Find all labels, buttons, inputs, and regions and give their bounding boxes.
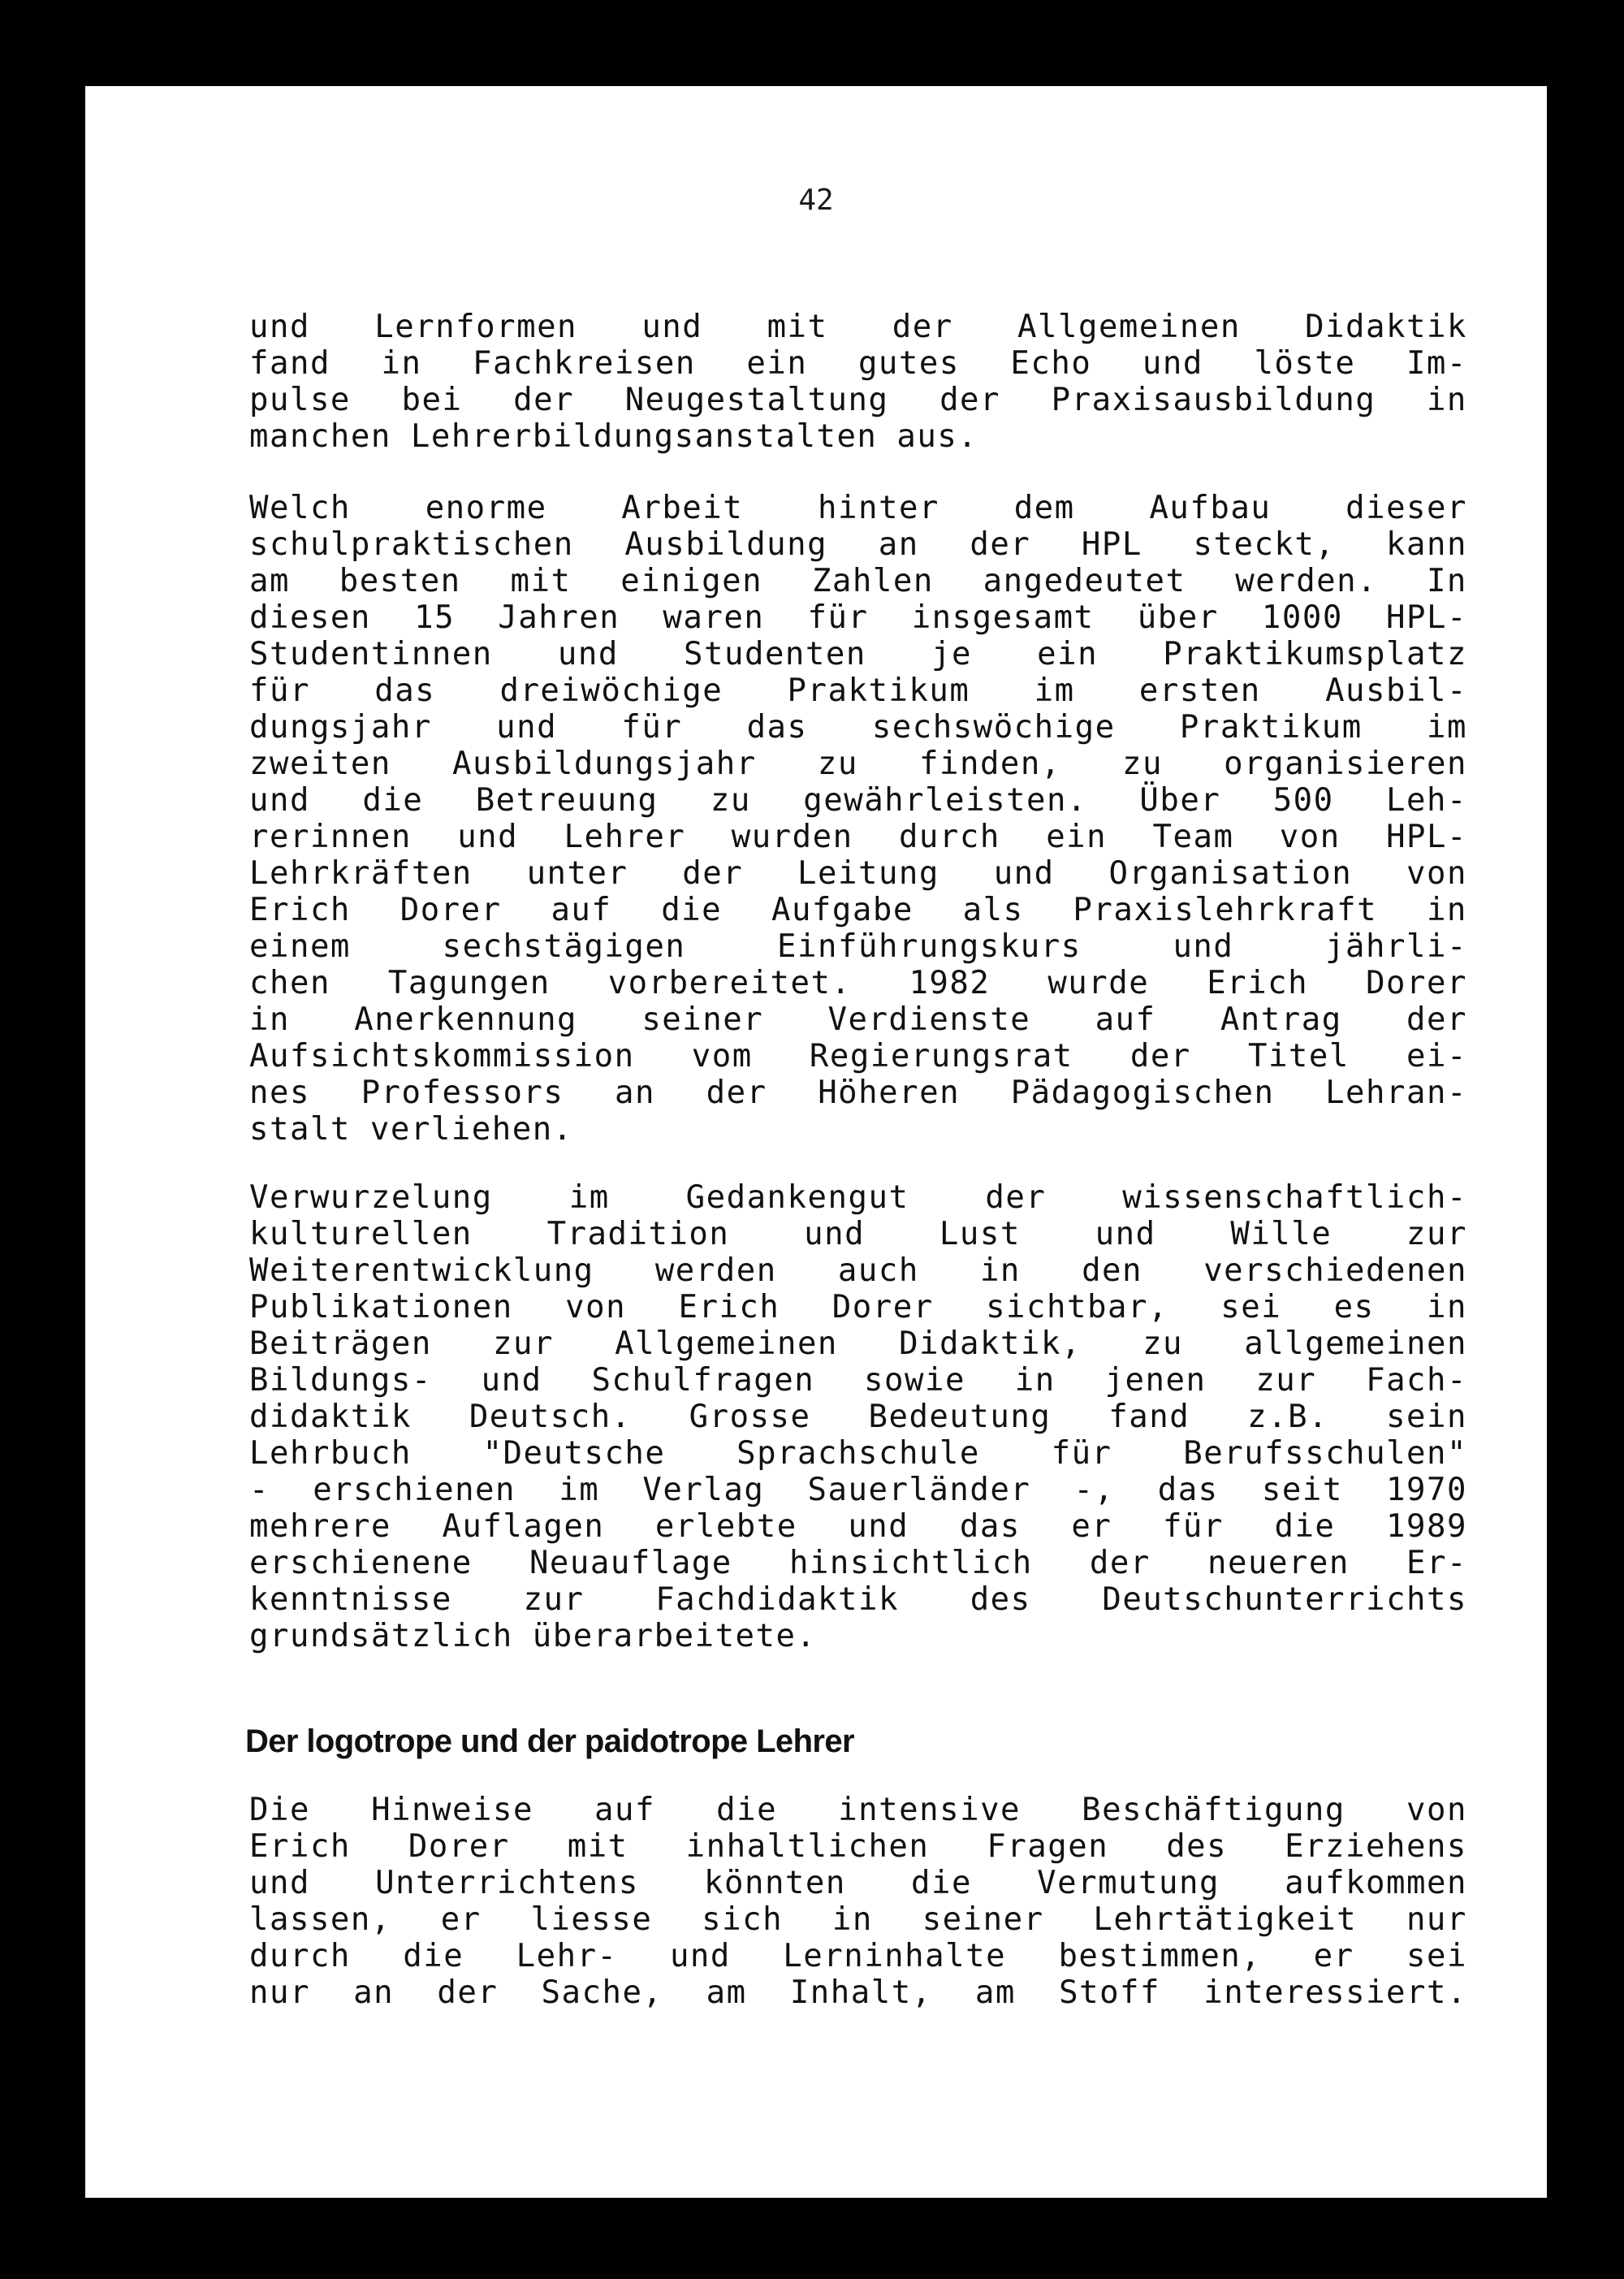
text-line: grundsätzlich überarbeitete. <box>249 1618 817 1654</box>
page-number: 42 <box>798 184 834 217</box>
document-page <box>85 86 1547 2198</box>
text-line: nur an der Sache, am Inhalt, am Stoff interessiert. <box>249 1974 1467 2011</box>
text-line: Weiterentwicklung werden auch in den verschiedenen <box>249 1252 1467 1289</box>
text-line: stalt verliehen. <box>249 1111 573 1148</box>
paragraph-4 <box>249 1792 1467 2011</box>
text-line: lassen, er liesse sich in seiner Lehrtätigkeit nur <box>249 1901 1467 1938</box>
text-line: - erschienen im Verlag Sauerländer -, das seit 1970 <box>249 1472 1467 1508</box>
text-line: rerinnen und Lehrer wurden durch ein Team von HPL- <box>249 819 1467 855</box>
text-line: Welch enorme Arbeit hinter dem Aufbau dieser <box>249 490 1467 526</box>
text-line: für das dreiwöchige Praktikum im ersten Ausbil- <box>249 672 1467 709</box>
text-line: Aufsichtskommission vom Regierungsrat der Titel ei- <box>249 1038 1467 1075</box>
text-line: pulse bei der Neugestaltung der Praxisausbildung in <box>249 382 1467 418</box>
text-line: diesen 15 Jahren waren für insgesamt über 1000 HPL- <box>249 599 1467 636</box>
text-line: Publikationen von Erich Dorer sichtbar, sei es in <box>249 1289 1467 1325</box>
text-line: durch die Lehr- und Lerninhalte bestimmen, er sei <box>249 1938 1467 1974</box>
text-line: fand in Fachkreisen ein gutes Echo und löste Im- <box>249 345 1467 382</box>
text-line: Die Hinweise auf die intensive Beschäftigung von <box>249 1792 1467 1828</box>
text-line: schulpraktischen Ausbildung an der HPL steckt, kann <box>249 526 1467 563</box>
text-line: zweiten Ausbildungsjahr zu finden, zu organisieren <box>249 746 1467 782</box>
text-line: und Unterrichtens könnten die Vermutung aufkommen <box>249 1865 1467 1901</box>
text-line: Erich Dorer mit inhaltlichen Fragen des Erziehens <box>249 1828 1467 1865</box>
text-line: Beiträgen zur Allgemeinen Didaktik, zu allgemeinen <box>249 1325 1467 1362</box>
section-heading: Der logotrope und der paidotrope Lehrer <box>245 1723 854 1759</box>
text-line: Studentinnen und Studenten je ein Praktikumsplatz <box>249 636 1467 672</box>
text-line: didaktik Deutsch. Grosse Bedeutung fand z.B. sein <box>249 1399 1467 1435</box>
text-line: nes Professors an der Höheren Pädagogischen Lehran- <box>249 1075 1467 1111</box>
text-line: chen Tagungen vorbereitet. 1982 wurde Erich Dorer <box>249 965 1467 1001</box>
text-line: am besten mit einigen Zahlen angedeutet werden. In <box>249 563 1467 599</box>
text-line: Erich Dorer auf die Aufgabe als Praxislehrkraft in <box>249 892 1467 928</box>
text-line: einem sechstägigen Einführungskurs und jährli- <box>249 928 1467 965</box>
text-line: manchen Lehrerbildungsanstalten aus. <box>249 418 978 455</box>
text-line: und die Betreuung zu gewährleisten. Über 500 Leh- <box>249 782 1467 819</box>
text-line: mehrere Auflagen erlebte und das er für die 1989 <box>249 1508 1467 1545</box>
text-line: in Anerkennung seiner Verdienste auf Antrag der <box>249 1001 1467 1038</box>
text-line: kenntnisse zur Fachdidaktik des Deutschunterrichts <box>249 1581 1467 1618</box>
text-line: Lehrbuch "Deutsche Sprachschule für Berufsschulen" <box>249 1435 1467 1472</box>
text-line: Lehrkräften unter der Leitung und Organisation von <box>249 855 1467 892</box>
text-line: erschienene Neuauflage hinsichtlich der neueren Er- <box>249 1545 1467 1581</box>
text-line: Bildungs- und Schulfragen sowie in jenen zur Fach- <box>249 1362 1467 1399</box>
paragraph-1 <box>249 309 1467 455</box>
text-line: kulturellen Tradition und Lust und Wille zur <box>249 1216 1467 1252</box>
text-line: dungsjahr und für das sechswöchige Praktikum im <box>249 709 1467 746</box>
text-line: Verwurzelung im Gedankengut der wissenschaftlich- <box>249 1179 1467 1216</box>
paragraph-3 <box>249 1179 1467 1654</box>
text-line: und Lernformen und mit der Allgemeinen Didaktik <box>249 309 1467 345</box>
paragraph-2 <box>249 490 1467 1148</box>
